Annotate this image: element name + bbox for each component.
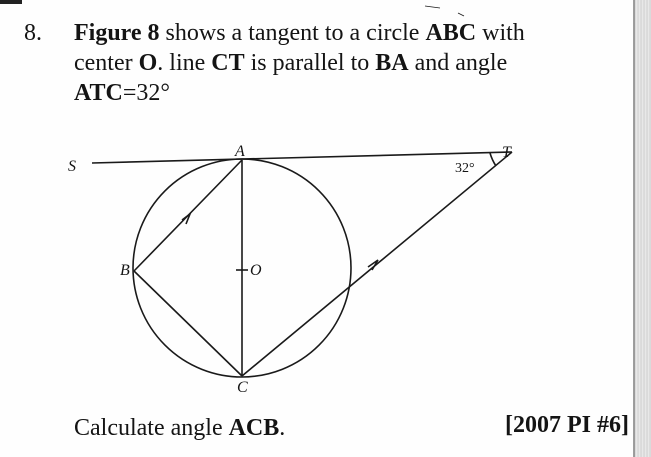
label-o: O <box>250 262 262 279</box>
figure-reference: Figure 8 <box>74 20 160 46</box>
scan-speck <box>425 6 440 8</box>
line-ct <box>242 152 512 376</box>
question-line-3: ATC=32° <box>74 80 171 106</box>
source-reference: [2007 PI #6] <box>505 412 629 438</box>
label-s: S <box>68 158 76 175</box>
tangent-line-st <box>92 152 512 163</box>
scan-edge <box>633 0 651 457</box>
parallel-line-name: BA <box>375 50 409 76</box>
label-a: A <box>235 143 245 160</box>
label-c: C <box>237 379 248 396</box>
scan-speck <box>458 13 464 16</box>
calculation-prompt: Calculate angle ACB. <box>74 415 286 441</box>
label-b: B <box>120 262 130 279</box>
question-line-2: center O. line CT is parallel to BA and angle <box>74 50 508 76</box>
angle-label-t: 32° <box>455 161 475 176</box>
chord-bc <box>134 271 242 376</box>
line-name: CT <box>211 50 245 76</box>
target-angle: ACB <box>228 415 280 441</box>
angle-arc-t <box>490 153 496 166</box>
label-t: T <box>502 144 511 161</box>
center-name: O <box>138 50 158 76</box>
circle-name: ABC <box>425 20 477 46</box>
question-line-1: Figure 8 shows a tangent to a circle ABC with <box>74 20 525 46</box>
parallel-arrow-ba <box>182 214 190 224</box>
angle-name: ATC <box>74 80 123 106</box>
question-number: 8. <box>24 20 42 46</box>
